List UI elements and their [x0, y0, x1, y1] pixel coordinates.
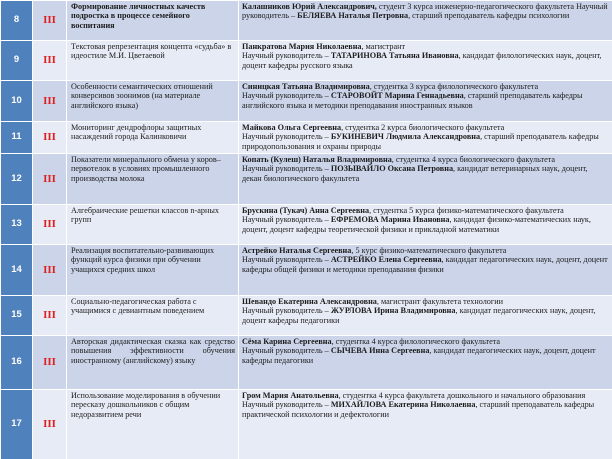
table-row [1, 122, 612, 154]
author-name: Брускина (Тукач) Анна Сергеевна [242, 206, 370, 215]
advisor-prefix: Научный руководитель – [242, 51, 331, 61]
advisor-details: , кандидат педагогических наук, доцент, доцент кафедры общей физики и методики преподавания физики [242, 255, 608, 274]
author-info [239, 154, 612, 205]
author-line [242, 82, 609, 91]
report-title: Особенности семантических отношений конверсивов зоонимов (на материале английского языка) [67, 81, 239, 122]
section-numeral: III [33, 41, 67, 81]
advisor-name: БЕЛЯЕВА Наталья Петровна [297, 11, 409, 21]
section-numeral: III [33, 245, 67, 296]
author-details: , студентка 3 курса филологического факультета [369, 82, 539, 91]
report-title: Формирование личностных качеств подростка в процессе семейного воспитания [67, 1, 239, 41]
row-number: 10 [1, 81, 33, 122]
author-line [242, 246, 609, 255]
report-title: Социально-педагогическая работа с учащимися с девиантным поведением [67, 296, 239, 336]
author-info [239, 245, 612, 296]
section-numeral: III [33, 154, 67, 205]
advisor-prefix: Научный руководитель – [242, 306, 331, 316]
advisor-prefix: Научный руководитель – [242, 255, 331, 265]
author-name: Синицкая Татьяна Владимировна [242, 82, 370, 91]
table-row [1, 390, 612, 459]
advisor-name: БУКИНЕВИЧ Людмила Александровна [330, 132, 481, 142]
advisor-name: ТАТАРИНОВА Татьяна Ивановна [330, 51, 459, 61]
advisor-details: , кандидат педагогических наук, доцент, доцент кафедры педагогики [242, 306, 596, 325]
author-line [242, 297, 609, 306]
author-name: Копать (Кулеш) Наталья Владимировна [242, 155, 392, 164]
advisor-prefix: Научный руководитель – [242, 400, 331, 410]
row-number: 16 [1, 336, 33, 390]
advisor-prefix: Научный руководитель – [242, 91, 331, 101]
author-name: Шевандо Екатерина Александровна [242, 297, 377, 306]
author-name: Гром Мария Анатольевна [242, 391, 339, 400]
advisor-prefix: Научный руководитель – [242, 215, 331, 225]
author-line [242, 391, 609, 400]
author-line [242, 123, 609, 132]
table-row [1, 154, 612, 205]
author-info [239, 336, 612, 390]
section-numeral: III [33, 122, 67, 154]
author-name: Сёма Карина Сергеевна [242, 337, 332, 346]
author-name: Астрейко Наталья Сергеевна [242, 246, 352, 255]
report-title: Текстовая репрезентация концепта «судьба» в идеостиле М.И. Цветаевой [67, 41, 239, 81]
author-line [242, 42, 609, 51]
author-details: , 5 курс физико-математического факультета [351, 246, 507, 255]
section-numeral: III [33, 336, 67, 390]
author-info [239, 296, 612, 336]
author-details: , студентка 2 курса биологического факультета [341, 123, 505, 132]
advisor-details: , кандидат физико-математических наук, доцент, доцент кафедры теоретической физики и прикладной математики [242, 215, 591, 234]
row-number: 12 [1, 154, 33, 205]
author-info [239, 205, 612, 245]
author-info [239, 1, 612, 41]
author-line [242, 337, 609, 346]
author-info [239, 41, 612, 81]
author-info [239, 81, 612, 122]
report-title: Показатели минерального обмена у коров–первотелок в условиях промышленного производства молока [67, 154, 239, 205]
advisor-prefix: Научный руководитель – [242, 132, 331, 142]
row-number: 14 [1, 245, 33, 296]
row-number: 8 [1, 1, 33, 41]
section-numeral: III [33, 81, 67, 122]
author-details: , студентка 5 курса физико-математического факультета [369, 206, 564, 215]
table-row [1, 336, 612, 390]
row-number: 13 [1, 205, 33, 245]
report-title: Авторская дидактическая сказка как средство повышения эффективности обучения иностранному (английскому) языку [67, 336, 239, 390]
author-details: , магистрант [361, 42, 406, 51]
advisor-details: , старший преподаватель кафедры природопользования и охраны природы [242, 132, 599, 151]
advisor-details: , кандидат филологических наук, доцент, доцент кафедры русского языка [242, 51, 602, 70]
author-details: , студентка 4 курса биологического факультета [391, 155, 556, 164]
advisor-name: АСТРЕЙКО Елена Сергеевна [330, 255, 442, 265]
report-title: Использование моделирования в обучении пересказу дошкольников с общим недоразвитием речи [67, 390, 239, 459]
advisor-name: ЖУРЛОВА Ирина Владимировна [330, 306, 456, 316]
table-row [1, 41, 612, 81]
table-row [1, 296, 612, 336]
row-number: 15 [1, 296, 33, 336]
table-row [1, 1, 612, 41]
table-row [1, 245, 612, 296]
author-name: Калашников Юрий Александрович, [242, 2, 377, 11]
author-details: , магистрант факультета технологии [376, 297, 504, 306]
advisor-name: МИХАЙЛОВА Екатерина Николаевна [330, 400, 476, 410]
advisor-name: ПОЗЫВАЙЛО Оксана Петровна [330, 164, 454, 174]
author-details: студент 3 курса инженерно-педагогического факультета Научный руководитель – [242, 2, 608, 21]
section-numeral: III [33, 390, 67, 459]
advisor-name: СТАРОВОЙТ Марина Геннадьевна [330, 91, 464, 101]
section-numeral: III [33, 205, 67, 245]
report-title: Мониторинг дендрофлоры защитных насаждений города Калинковичи [67, 122, 239, 154]
table-row [1, 205, 612, 245]
advisor-name: СЫЧЕВА Инна Сергеевна [330, 346, 430, 356]
table-row [1, 81, 612, 122]
author-name: Панкратова Мария Николаевна [242, 42, 362, 51]
row-number: 11 [1, 122, 33, 154]
author-details: , студентка 4 курса факультета дошкольного и начального образования [338, 391, 586, 400]
advisor-prefix: Научный руководитель – [242, 346, 331, 356]
advisor-details: , кандидат ветеринарных наук, доцент, декан биологического факультета [242, 164, 588, 183]
advisor-details: , старший преподаватель кафедры английского языка и методики преподавания иностранных языков [242, 91, 583, 110]
advisor-prefix: Научный руководитель – [242, 164, 331, 174]
author-name: Майкова Ольга Сергеевна [242, 123, 342, 132]
report-title: Реализация воспитательно-развивающих функций курса физики при обучении учащихся средних школ [67, 245, 239, 296]
row-number: 9 [1, 41, 33, 81]
advisor-name: ЕФРЕМОВА Марина Ивановна [330, 215, 450, 225]
author-line [242, 206, 609, 215]
author-info [239, 122, 612, 154]
row-number: 17 [1, 390, 33, 459]
author-info [239, 390, 612, 459]
section-numeral: III [33, 296, 67, 336]
section-numeral: III [33, 1, 67, 41]
author-details: , студентка 4 курса филологического факультета [331, 337, 501, 346]
advisor-details: , старший преподаватель кафедры практической психологии и дефектологии [242, 400, 595, 419]
author-line [242, 155, 609, 164]
advisor-details: , старший преподаватель кафедры психологии [408, 11, 570, 21]
report-title: Алгебраические решетки классов n-арных групп [67, 205, 239, 245]
advisor-details: , кандидат педагогических наук, доцент, доцент кафедры педагогики [242, 346, 596, 365]
